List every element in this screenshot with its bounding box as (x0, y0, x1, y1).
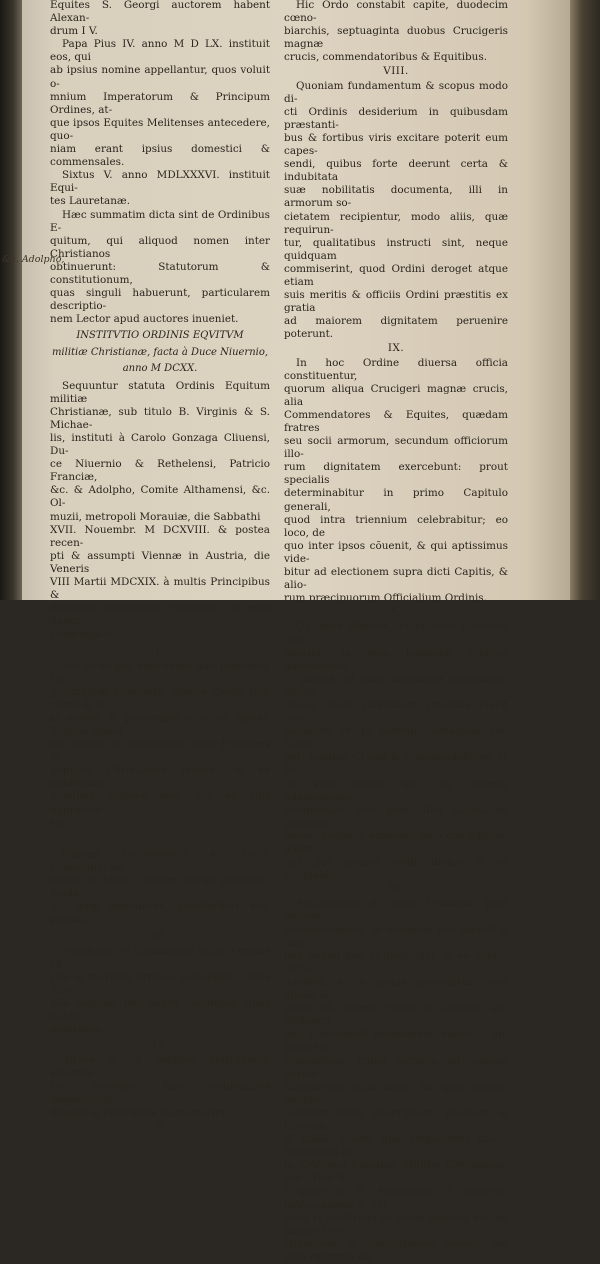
text-line: commiserint, quod Ordini deroget atque etiam (284, 262, 508, 288)
text-line: statutorum subiicietur, ab ipso exiget: deinde (284, 1080, 508, 1106)
text-line: VIII Martii MDCXIX. à multis Principibus & (50, 575, 270, 602)
text-line: stianorum, & liberationem eorum, qui sunt oppressi ab (284, 1237, 508, 1263)
text-line: drum I V. (50, 25, 98, 38)
text-line: que ipsos Equites Melitenses antecedere, quo- (50, 116, 270, 142)
text-line: tur, qualitatibus instructi sint, neque quidquam (284, 236, 508, 262)
margin-annotation: &c. Adolpho, (2, 254, 65, 265)
text-line: Virginis & S. Michaelis, vt ipsorum intercessione S. Tri- (284, 1185, 508, 1211)
text-line: tur. (50, 816, 68, 829)
text-line: niam erant ipsius domestici & commensales. (50, 143, 270, 169)
text-line: cietatem recipientur, modo aliis, quæ requirun- (284, 210, 508, 236)
left-text-column (50, 0, 270, 1135)
text-line: ab ipsius nomine appellantur, quos voluit o- (50, 64, 270, 90)
section-title-line: INSTITVTIO ORDINIS EQVITVM (76, 330, 244, 342)
text-line: rum dignitatem exercebunt: prout specialis (284, 461, 508, 487)
text-line: est, pacem & concordiam inter Principes & (50, 738, 270, 764)
text-line: cramentum, cuius formula ad calcem horum (284, 1054, 508, 1080)
book-edge-right (570, 0, 600, 600)
text-line: Qui sese offerent, vt in hunc Ordinem reci- (284, 620, 508, 646)
text-line: bus senioribus Ordinis, qui in eo erunt, intro- (284, 949, 508, 975)
text-line: in Ordinem Equitum Militiæ Christianæ, sub titulo B. (284, 1159, 508, 1185)
section-title-line: anno M DCXX. (122, 363, 198, 375)
text-line: seu socii armorum, secundum officiorum illo- (284, 435, 508, 461)
text-line: determinabitur in primo Capitulo generali, (284, 487, 508, 513)
text-line: dynastis diuersarum nationum in eum finem (50, 602, 270, 628)
text-line: bus & fortibus viris excitare poterit eum capes- (284, 131, 508, 158)
article-numeral: XI. (387, 883, 405, 896)
text-line: ad maiorem dignitatem peruenire poterunt. (284, 315, 508, 341)
text-line: pallio ab iisdem coram eo sistetur, qui Ordinem (284, 1002, 508, 1028)
text-line: nitas te confirmet in gloria nominis sui, ad pacem Chri- (284, 1211, 508, 1237)
text-line: quas singuli habuerunt, particularem descriptio- (50, 287, 270, 313)
article-numeral: IV. (152, 1040, 168, 1053)
text-line: nem Lector apud auctores inueniet. (50, 313, 239, 326)
text-line: Commendatores & Equites, quædam fratres (284, 408, 508, 434)
text-line: ta anima; & proximum sicut se ipsum. Scopus ipsius (50, 711, 270, 737)
text-line: iis, quæ sequuntur, qualitatibus sint prædit. (50, 900, 270, 926)
text-line: ducetur, & in genua prouolutus, sine gladio & (284, 975, 508, 1002)
text-line: Hæc summatim dicta sint de Ordinibus E- (50, 208, 270, 234)
text-line: quorum aliqua Crucigeri magnæ crucis, alia (284, 382, 508, 408)
section-title-line: militiæ Christianæ, facta à Duce Niuernio, (51, 346, 269, 358)
text-line: nemo, quamuis eminenti loco constitutus, aliter (284, 829, 508, 855)
article-numeral: I. (155, 645, 165, 658)
text-line: mnium Imperatorum & Principum Ordines, at- (50, 90, 270, 116)
text-line: &c. & Adolpho, Comite Althamensi, &c. Ol- (50, 484, 270, 510)
text-line: Quoniam fundamentum & scopus modo di- (284, 79, 508, 105)
text-line: quod intra triennium celebrabitur; eo loco, de (284, 513, 508, 539)
text-line: rum præcipuorum Officialium Ordinis. (284, 592, 487, 605)
text-line: Prima est, vt Candidatus huius Ordinis sit (50, 944, 270, 970)
text-line: quo inter ipsos cõuenit, & qui aptissimus vide- (284, 539, 508, 565)
text-line: tus, exceptis filiis naturalibus Imperatorum, (50, 1080, 270, 1106)
text-line: ce Niuernio & Rethelensi, Patricio Franciæ, (50, 458, 270, 484)
text-line: muzii, metropoli Morauiæ, die Sabbathi (50, 510, 261, 523)
text-line: manibus eripere eos, qui ab illis opprimun- (50, 790, 270, 816)
text-line: obtinuerunt: Statutorum & constitutionum, (50, 260, 270, 286)
text-line: lis, instituti à Carolo Gonzaga Cliuensi, Du- (50, 431, 270, 458)
text-line: mia notatus, nec supra facultates, quas habet, (50, 996, 270, 1022)
text-line: Papa Pius IV. anno M D LX. instituit eos, qui (50, 38, 270, 64)
text-line: ipsi conferendi potestatem habebit, qui prius sa- (284, 1028, 508, 1054)
article-numeral: X. (390, 606, 402, 619)
article-numeral: VIII. (383, 65, 409, 78)
text-line: habitum infra descriptum, gladium & Crucem (284, 1106, 508, 1132)
text-line: In hoc Ordine diuersa officia constituentur, (284, 356, 508, 382)
article-numeral: V. (155, 1120, 165, 1133)
text-line: quã per gradus modo dictos in eũ cooptabitur. (284, 856, 508, 882)
text-line: vita & moribus probus, inculpatus, nulla infa- (50, 970, 270, 996)
text-line: do viris dignis, qui illa munera administrent, (284, 777, 508, 803)
text-line: bitur ad electionem supra dicti Capitis, & alio- (284, 566, 508, 592)
text-line: piantur, in eum tanquam Equites admittentur, (284, 646, 508, 672)
text-line: geri magnæ Crucis & Commendatores, vt Or- (284, 751, 508, 777)
text-line: crucis, commendatoribus & Equitibus. (284, 51, 488, 64)
text-line: Hic Ordo constabit capite, duodecim cœno- (284, 0, 508, 25)
text-line: Altera vt sit legitimo matrimonio procrea- (50, 1054, 270, 1080)
text-line: XVII. Nouembr. M DCXVIII. & postea recen- (50, 523, 270, 549)
text-line: uocatum, recipi poterunt cœnobiarchæ, Cruci- (284, 725, 508, 751)
right-text-column (284, 0, 508, 1264)
text-line: suæ nobilitatis documenta, illi in armorum so- (284, 184, 508, 210)
text-line: biarchis, septuaginta duobus Crucigeris magnæ (284, 25, 508, 51)
text-line: cti Ordinis desiderium in quibusdam præstanti- (284, 105, 508, 131)
text-line: obæratus. (50, 1023, 104, 1036)
text-line: Equites S. Georgi auctorem habent Alexan- (50, 0, 270, 25)
article-numeral: III. (151, 930, 169, 943)
book-gutter-left (0, 0, 22, 600)
text-line: ei dabit, ipsum que amplectens dicet: Recipimus te (284, 1133, 508, 1159)
text-line: congregatis. (50, 628, 116, 641)
text-line: Sequuntur statuta Ordinis Equitum militiæ (50, 379, 270, 405)
book-page (22, 0, 570, 1263)
text-line: Christianæ, sub titulo B. Virginis & S. Michae- (50, 405, 270, 431)
text-line: tionis, in hunc Ordinem recipi poterunt, modo (50, 874, 270, 900)
text-line: tes Lauretanæ. (50, 195, 130, 208)
text-line: minus donec Capitulum generale fuerit con- (284, 698, 508, 725)
text-line: Omnes Ecclesiastici & Laici, cuiuscunq; na- (50, 847, 270, 873)
text-line: vt postea ad alias dignitates euehantur: nihilo- (284, 672, 508, 698)
intro-paragraph (50, 380, 270, 642)
text-line: suis meritis & officiis Ordini præstitis ex gratia (284, 289, 508, 315)
text-line: exhomologesin, in templum aut sacellũ à duo- (284, 923, 508, 949)
text-line: compleatur: sed post illud Capitulum generale (284, 803, 508, 829)
text-line: sendi, quibus forte deerunt certa & indubitata (284, 158, 508, 184)
text-line: quitum, qui aliquod nomen inter Christianos (50, 234, 270, 260)
text-line: gis diuinæ præcepta, Amare Deum toto corde & to- (50, 685, 270, 711)
text-line: pti & assumpti Viennæ in Austria, die Veneris (50, 549, 270, 575)
text-line: populos Christianos fauere, & ex infidelium (50, 764, 270, 790)
text-line: Hic Ordo pro basi habet duo præcipua Le- (50, 659, 270, 685)
text-line: Sixtus V. anno MDLXXXVI. instituit Equi- (50, 169, 270, 195)
text-line: Recipiendus in hunc Ordinem, post factam (284, 897, 508, 923)
article-numeral: II. (153, 833, 167, 846)
text-line: Regum & Principum supremorum. (50, 1106, 232, 1119)
article-numeral: IX. (387, 342, 405, 355)
